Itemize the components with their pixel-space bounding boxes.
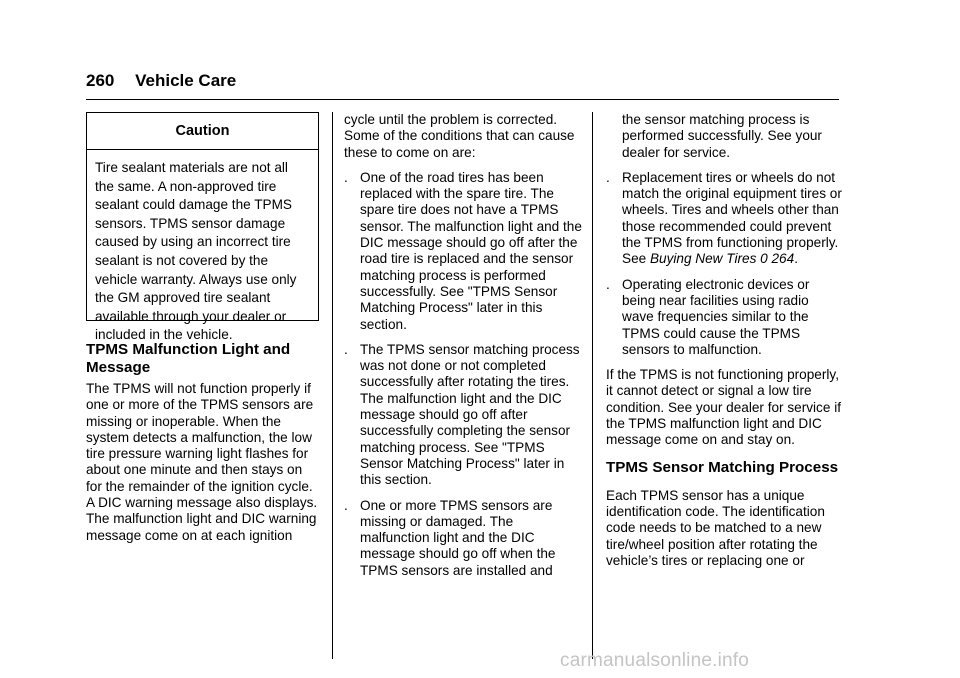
conditions-intro: cycle until the problem is corrected. Some of the conditions that can cause these to come on are:: [344, 112, 575, 160]
bullet-text: One of the road tires has been replaced with the spare tire. The spare tire does not have a TPMS sensor. The malfunction light and the DIC message should go off after the road tire is replaced and the sensor matching process is performed successfully. See "TPMS Sensor Matching Process" later in this section.: [360, 169, 582, 332]
bullet-sensor-matching: [344, 342, 584, 489]
column-2-content: [344, 112, 584, 579]
not-functioning-paragraph: If the TPMS is not functioning properly, it cannot detect or signal a low tire condition. See your dealer for service if the TPMS malfunction light and DIC message come on and stay on.: [606, 367, 841, 448]
bullet-marker: .: [344, 341, 348, 357]
bullet-text: One or more TPMS sensors are missing or damaged. The malfunction light and the DIC message should go off when the TPMS sensors are installed and: [360, 497, 556, 578]
column-divider-1: [332, 112, 333, 659]
bullet-text: the sensor matching process is performed successfully. See your dealer for service.: [622, 112, 822, 160]
column-3-content: [606, 112, 842, 569]
watermark: carmanualsonline.info: [560, 650, 750, 671]
malfunction-paragraph: The TPMS will not function properly if one or more of the TPMS sensors are missing or inoperable. When the system detects a malfunction, the low tire pressure warning light flashes for about one minute and then stays on for the remainder of the ignition cycle. A DIC warning message also displays. The malfunction light and DIC warning message come on at each ignition: [86, 381, 318, 543]
caution-box: [86, 112, 319, 343]
bullet-electronic-devices: [606, 277, 842, 358]
bullet-marker: .: [606, 276, 610, 292]
heading-tpms-malfunction: TPMS Malfunction Light and Message: [86, 341, 291, 376]
bullet-text: The TPMS sensor matching process was not done or not completed successfully after rotating the tires. The malfunction light and the DIC message should go off after successfully completing the sensor matching process. See "TPMS Sensor Matching Process" later in this section.: [360, 341, 580, 488]
caution-text: Tire sealant materials are not all the same. A non-approved tire sealant could damage the TPMS sensors. TPMS sensor damage caused by using an incorrect tire sealant is not covered by the vehicle warranty. Always use only the GM approved tire sealant available through your dealer or included in the vehicle.: [95, 160, 297, 343]
header-divider: [86, 99, 839, 100]
heading-sensor-matching: TPMS Sensor Matching Process: [606, 458, 839, 476]
page-reference[interactable]: 0 264: [760, 251, 795, 267]
buying-new-tires-link[interactable]: Buying New Tires: [649, 251, 757, 267]
caution-divider: [87, 149, 318, 150]
bullet-marker: .: [606, 169, 610, 185]
bullet-spare-tire: [344, 170, 584, 333]
bullet-replacement-tires: [606, 170, 842, 268]
bullet-marker: .: [344, 169, 348, 185]
sensor-matching-paragraph: Each TPMS sensor has a unique identification code. The identification code needs to be matched to a new tire/wheel position after rotating the vehicle’s tires or replacing one or: [606, 487, 825, 568]
page-number: 260: [86, 71, 115, 90]
bullet-text: Operating electronic devices or being near facilities using radio wave frequencies similar to the TPMS could cause the TPMS sensors to malfunction.: [622, 276, 810, 357]
bullet-continued: [606, 112, 842, 161]
bullet-text: Replacement tires or wheels do not match the original equipment tires or wheels. Tires and wheels other than those recommended could prevent the TPMS from functioning properly. See Buying New Tires 0 264.: [622, 169, 842, 267]
column-divider-2: [592, 112, 593, 659]
bullet-missing-sensors: [344, 498, 584, 579]
caution-title: Caution: [175, 123, 230, 139]
page-header: [86, 71, 236, 91]
bullet-marker: .: [344, 497, 348, 513]
section-title: Vehicle Care: [135, 71, 237, 90]
